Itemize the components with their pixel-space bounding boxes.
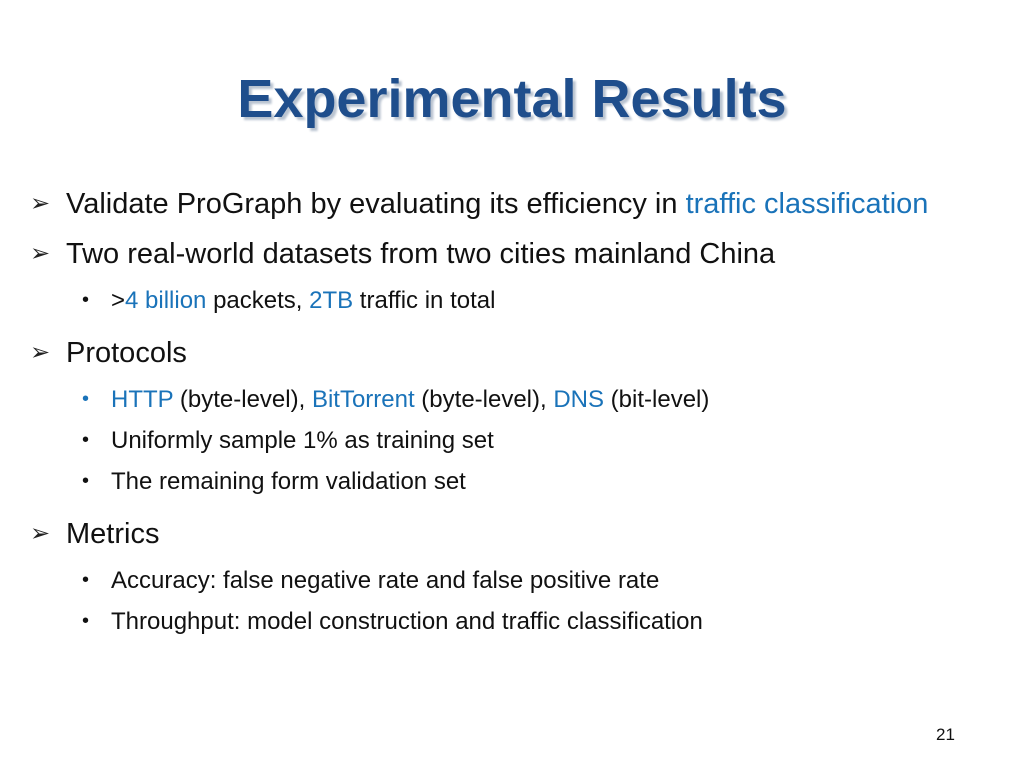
bullet-text: Validate ProGraph by evaluating its efficiency in: [66, 188, 686, 220]
highlight-text: 2TB: [309, 287, 354, 314]
arrowhead-bullet-icon: ➢: [30, 190, 51, 217]
sub-bullet-protocol-list: [28, 379, 988, 420]
dot-bullet-icon: •: [82, 610, 90, 632]
arrowhead-bullet-icon: ➢: [30, 520, 51, 547]
sub-bullet-text: Uniformly sample 1% as training set: [111, 427, 494, 454]
sub-bullet-text: >: [111, 287, 126, 314]
sub-bullet-text: traffic in total: [353, 287, 496, 314]
sub-bullet-training: [28, 420, 988, 461]
highlight-text: traffic classification: [685, 188, 929, 220]
highlight-text: HTTP: [111, 386, 174, 413]
slide-title: Experimental Results: [237, 69, 787, 129]
bullet-text: Metrics: [66, 518, 160, 550]
bullet-text: Protocols: [66, 337, 187, 369]
dot-bullet-icon: •: [82, 388, 90, 410]
highlight-text: DNS: [553, 386, 605, 413]
sub-bullet-text: packets,: [206, 287, 310, 314]
bullet-protocols: [28, 333, 988, 373]
page-number: 21: [936, 725, 955, 744]
arrowhead-bullet-icon: ➢: [30, 240, 51, 267]
sub-bullet-text: (bit-level): [604, 386, 710, 413]
sub-bullet-validation: [28, 461, 988, 502]
arrowhead-bullet-icon: ➢: [30, 339, 51, 366]
highlight-text: 4 billion: [125, 287, 207, 314]
metrics-sublist: [28, 560, 988, 642]
sub-bullet-throughput: [28, 601, 988, 642]
dot-bullet-icon: •: [82, 569, 90, 591]
bullet-datasets: [28, 234, 988, 274]
dot-bullet-icon: •: [82, 470, 90, 492]
bullet-metrics: [28, 514, 988, 554]
highlight-text: BitTorrent: [311, 386, 415, 413]
bullet-validate: [28, 184, 988, 224]
sub-bullet-packets: [28, 280, 988, 321]
datasets-sublist: [28, 280, 988, 321]
sub-bullet-text: Accuracy: false negative rate and false positive rate: [111, 567, 660, 594]
sub-bullet-text: The remaining form validation set: [111, 468, 466, 495]
protocols-sublist: [28, 379, 988, 502]
sub-bullet-text: Throughput: model construction and traffic classification: [111, 608, 703, 635]
sub-bullet-text: (byte-level),: [173, 386, 312, 413]
dot-bullet-icon: •: [82, 289, 90, 311]
slide-content: [28, 184, 988, 654]
sub-bullet-text: (byte-level),: [414, 386, 554, 413]
sub-bullet-accuracy: [28, 560, 988, 601]
dot-bullet-icon: •: [82, 429, 90, 451]
bullet-text: Two real-world datasets from two cities mainland China: [66, 238, 776, 270]
